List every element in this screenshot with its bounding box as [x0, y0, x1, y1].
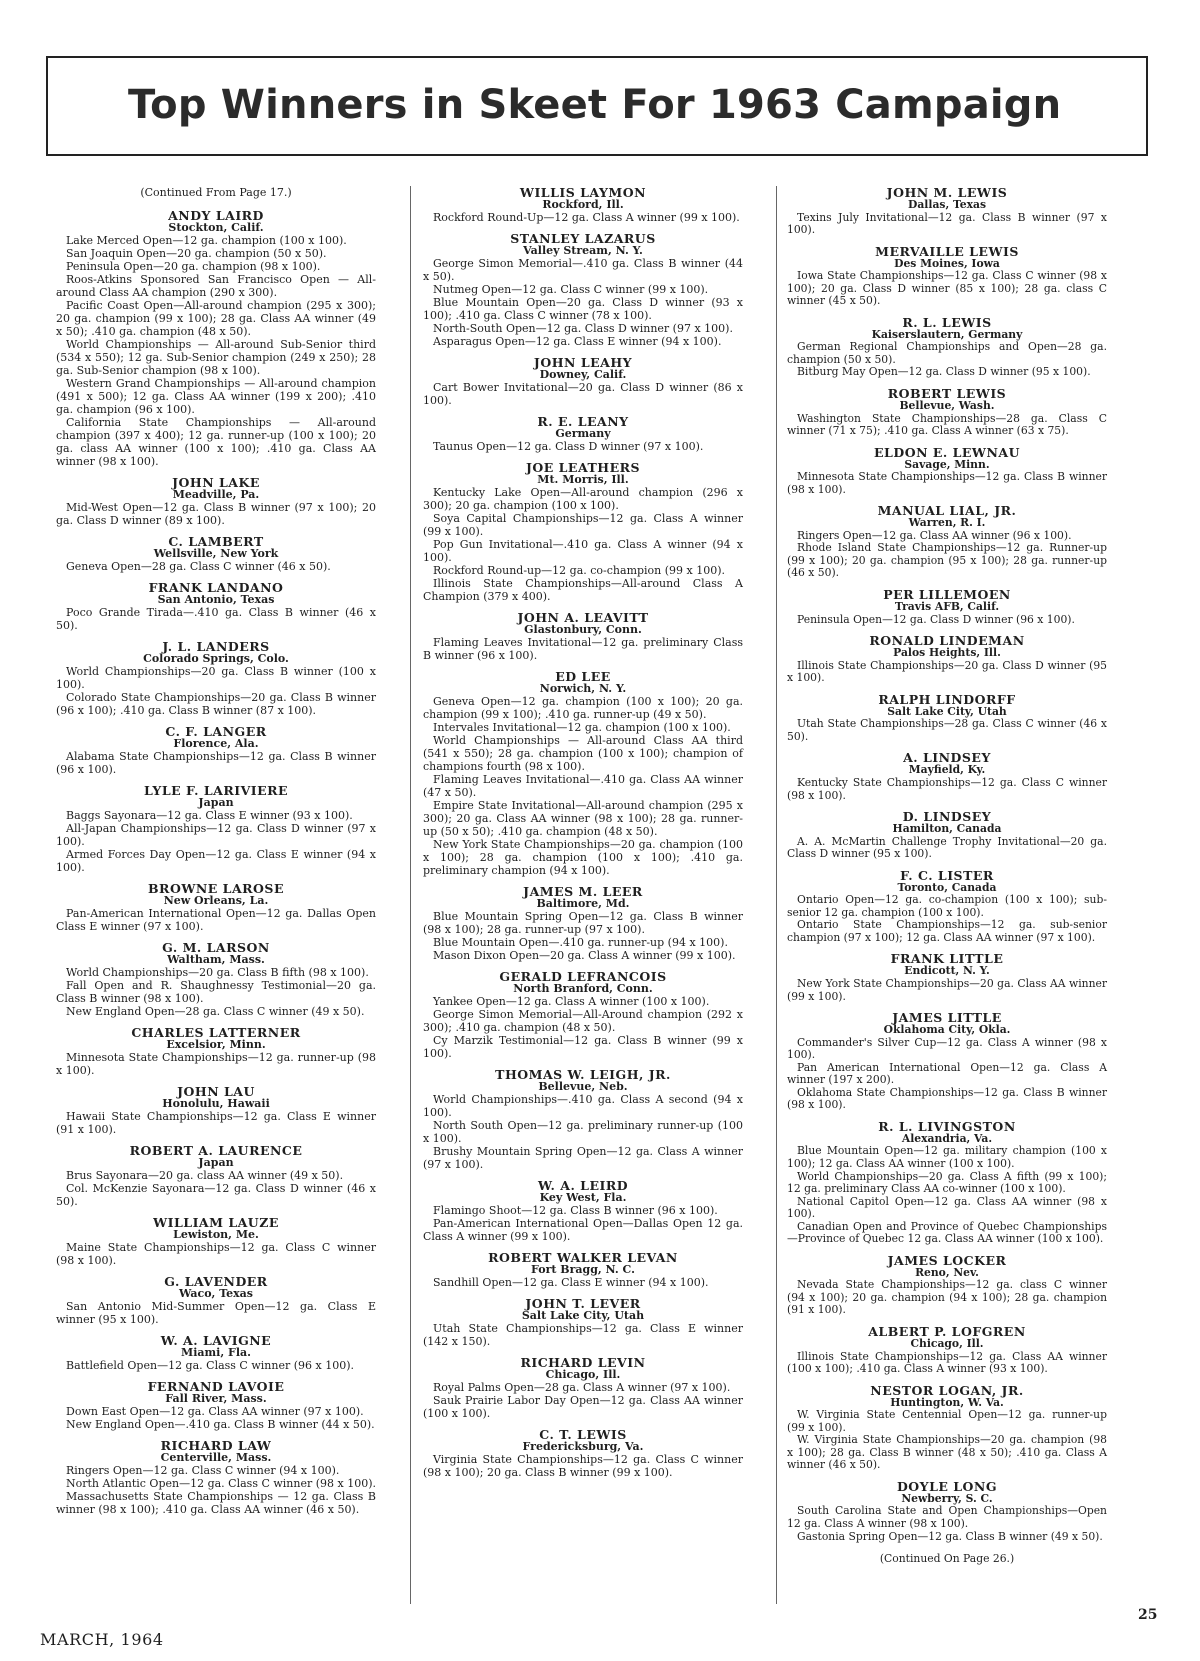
winner-entry [56, 882, 376, 933]
shooter-hometown: Huntington, W. Va. [890, 1395, 1004, 1409]
result-line: Blue Mountain Open—.410 ga. runner-up (94 x 100). [433, 936, 728, 949]
result-line: World Championships—20 ga. Class A fifth (99 x 100); 12 ga. preliminary Class AA co-winner (100 x 100). [787, 1169, 1107, 1196]
result-line: New England Open—28 ga. Class C winner (49 x 50). [66, 1005, 365, 1018]
result-line: Blue Mountain Open—12 ga. military champion (100 x 100); 12 ga. Class AA winner (100 x 100). [787, 1144, 1107, 1170]
shooter-hometown: Fort Bragg, N. C. [531, 1263, 635, 1276]
shooter-name: FERNAND LAVOIE [147, 1379, 285, 1394]
result-line: Maine State Championships—12 ga. Class C winner (98 x 100). [56, 1241, 376, 1267]
shooter-hometown: Hamilton, Canada [892, 822, 1002, 836]
result-line: Peninsula Open—20 ga. champion (98 x 100). [66, 260, 321, 273]
result-line: Brus Sayonara—20 ga. class AA winner (49 x 50). [66, 1169, 344, 1182]
winner-entry [787, 316, 1107, 379]
result-line: Battlefield Open—12 ga. Class C winner (96 x 100). [66, 1359, 354, 1372]
shooter-hometown: Miami, Fla. [181, 1346, 251, 1359]
result-line: Cart Bower Invitational—20 ga. Class D winner (86 x 100). [423, 381, 743, 407]
shooter-name: WILLIS LAYMON [519, 185, 647, 200]
shooter-name: R. E. LEANY [537, 414, 629, 429]
shooter-hometown: Palos Heights, Ill. [893, 646, 1001, 660]
result-line: Geneva Open—12 ga. champion (100 x 100); 20 ga. champion (99 x 100); .410 ga. runner-up (49 x 50). [423, 695, 743, 721]
result-line: Ringers Open—12 ga. Class C winner (94 x 100). [66, 1464, 340, 1477]
shooter-hometown: Fredericksburg, Va. [522, 1440, 644, 1453]
shooter-name: NESTOR LOGAN, JR. [870, 1382, 1024, 1398]
result-line: Pop Gun Invitational—.410 ga. Class A winner (94 x 100). [423, 538, 743, 564]
winner-entry [787, 504, 1107, 580]
shooter-name: MANUAL LIAL, JR. [877, 503, 1017, 519]
shooter-name: CHARLES LATTERNER [131, 1025, 301, 1040]
shooter-hometown: Des Moines, Iowa [894, 256, 1000, 270]
result-line: Kentucky State Championships—12 ga. Class C winner (98 x 100). [787, 775, 1107, 802]
shooter-hometown: San Antonio, Texas [157, 593, 275, 606]
result-line: Cy Marzik Testimonial—12 ga. Class B winner (99 x 100). [423, 1034, 743, 1060]
shooter-hometown: Lewiston, Me. [173, 1228, 259, 1241]
winner-entry [423, 415, 743, 453]
winner-entry [787, 1254, 1107, 1317]
column-2 [423, 186, 743, 1487]
result-line: Mason Dixon Open—20 ga. Class A winner (99 x 100). [433, 949, 736, 962]
shooter-hometown: Key West, Fla. [539, 1191, 627, 1204]
result-line: Rockford Round-up—12 ga. co-champion (99 x 100). [433, 564, 726, 577]
shooter-name: BROWNE LAROSE [147, 881, 284, 896]
shooter-name: ELDON E. LEWNAU [874, 444, 1020, 460]
shooter-hometown: Warren, R. I. [908, 516, 986, 530]
winner-entry [787, 869, 1107, 945]
page-number: 25 [1138, 1607, 1158, 1623]
shooter-hometown: Wellsville, New York [153, 547, 279, 560]
shooter-hometown: Toronto, Canada [897, 880, 997, 894]
result-line: Texins July Invitational—12 ga. Class B winner (97 x 100). [787, 210, 1107, 237]
winner-entry [423, 1251, 743, 1289]
result-line: Geneva Open—28 ga. Class C winner (46 x 50). [66, 560, 331, 573]
shooter-hometown: Japan [198, 1156, 234, 1169]
result-line: George Simon Memorial—All-Around champion (292 x 300); .410 ga. champion (48 x 50). [423, 1008, 743, 1034]
result-line: California State Championships — All-around champion (397 x 400); 12 ga. runner-up (100 x 100); 20 ga. class AA winner (100 x 100); .410 ga. Class AA winner (98 x 100). [56, 416, 376, 468]
result-line: Pan American International Open—12 ga. Class A winner (197 x 200). [787, 1060, 1107, 1087]
shooter-name: R. L. LEWIS [902, 314, 992, 330]
shooter-hometown: Excelsior, Minn. [166, 1038, 266, 1051]
result-line: San Joaquin Open—20 ga. champion (50 x 50). [66, 247, 327, 260]
result-line: Washington State Championships—28 ga. Class C winner (71 x 75); .410 ga. Class A winner (63 x 75). [787, 411, 1107, 438]
result-line: George Simon Memorial—.410 ga. Class B winner (44 x 50). [423, 257, 743, 283]
shooter-name: JOHN M. LEWIS [886, 185, 1008, 200]
result-line: Kentucky Lake Open—All-around champion (296 x 300); 20 ga. champion (100 x 100). [423, 486, 743, 512]
shooter-name: A. LINDSEY [903, 750, 991, 766]
shooter-hometown: Stockton, Calif. [168, 221, 264, 234]
result-line: Mid-West Open—12 ga. Class B winner (97 x 100); 20 ga. Class D winner (89 x 100). [56, 501, 376, 527]
winner-entry [56, 476, 376, 527]
result-line: Flaming Leaves Invitational—12 ga. preliminary Class B winner (96 x 100). [423, 636, 743, 662]
shooter-hometown: Waltham, Mass. [167, 953, 265, 966]
winner-entry [423, 1428, 743, 1479]
shooter-hometown: Chicago, Ill. [545, 1368, 621, 1381]
result-line: Utah State Championships—28 ga. Class C winner (46 x 50). [787, 717, 1107, 743]
shooter-name: JAMES M. LEER [523, 884, 643, 899]
result-line: Hawaii State Championships—12 ga. Class E winner (91 x 100). [56, 1110, 376, 1136]
winner-entry [787, 245, 1107, 308]
shooter-name: C. F. LANGER [165, 724, 267, 739]
result-line: Soya Capital Championships—12 ga. Class A winner (99 x 100). [423, 512, 743, 538]
column-divider [776, 186, 777, 1604]
shooter-hometown: Honolulu, Hawaii [162, 1097, 270, 1110]
result-line: New England Open—.410 ga. Class B winner (44 x 50). [66, 1418, 375, 1431]
result-line: Rockford Round-Up—12 ga. Class A winner (99 x 100). [433, 211, 740, 224]
shooter-name: RONALD LINDEMAN [869, 633, 1025, 649]
shooter-name: RICHARD LEVIN [520, 1355, 646, 1370]
shooter-name: JOHN A. LEAVITT [517, 610, 649, 625]
result-line: Yankee Open—12 ga. Class A winner (100 x 100). [433, 995, 710, 1008]
shooter-hometown: Mt. Morris, Ill. [537, 473, 629, 486]
result-line: Western Grand Championships — All-around champion (491 x 500); 12 ga. Class AA winner (199 x 200); .410 ga. champion (96 x 100). [56, 377, 376, 416]
shooter-hometown: Salt Lake City, Utah [887, 704, 1007, 718]
shooter-hometown: Glastonbury, Conn. [524, 623, 642, 636]
winner-entry [787, 588, 1107, 626]
winner-entry [423, 356, 743, 407]
winner-entry [787, 1011, 1107, 1112]
shooter-hometown: Bellevue, Wash. [899, 399, 995, 413]
title-box [46, 56, 1148, 156]
shooter-name: C. T. LEWIS [539, 1427, 627, 1442]
shooter-name: ROBERT A. LAURENCE [129, 1143, 303, 1158]
result-line: Colorado State Championships—20 ga. Class B winner (96 x 100); .410 ga. Class B winner (87 x 100). [56, 691, 376, 717]
winner-entry [423, 611, 743, 662]
shooter-name: JOHN LAU [177, 1084, 255, 1099]
winner-entry [423, 1068, 743, 1171]
shooter-hometown: Downey, Calif. [539, 368, 627, 381]
shooter-hometown: Oklahoma City, Okla. [883, 1023, 1011, 1037]
winner-entry [56, 1026, 376, 1077]
shooter-name: DOYLE LONG [896, 1478, 998, 1494]
shooter-name: RICHARD LAW [160, 1438, 272, 1453]
shooter-hometown: Alexandria, Va. [901, 1131, 993, 1145]
result-line: Sauk Prairie Labor Day Open—12 ga. Class AA winner (100 x 100). [423, 1394, 743, 1420]
shooter-hometown: North Branford, Conn. [513, 982, 653, 995]
shooter-hometown: Colorado Springs, Colo. [143, 652, 289, 665]
winner-entry [56, 941, 376, 1018]
result-line: Armed Forces Day Open—12 ga. Class E winner (94 x 100). [56, 848, 376, 874]
result-line: A. A. McMartin Challenge Trophy Invitational—20 ga. Class D winner (95 x 100). [787, 834, 1107, 861]
shooter-hometown: Endicott, N. Y. [904, 964, 990, 978]
shooter-hometown: Japan [198, 796, 234, 809]
result-line: Asparagus Open—12 ga. Class E winner (94 x 100). [433, 335, 722, 348]
shooter-hometown: Waco, Texas [178, 1287, 254, 1300]
result-line: Nevada State Championships—12 ga. class C winner (94 x 100); 20 ga. champion (94 x 100); 28 ga. champion (91 x 100). [787, 1278, 1107, 1317]
shooter-hometown: Baltimore, Md. [536, 897, 630, 910]
shooter-hometown: Reno, Nev. [915, 1265, 979, 1279]
column-1 [56, 186, 376, 1524]
result-line: Pan-American International Open—Dallas Open 12 ga. Class A winner (99 x 100). [423, 1217, 743, 1243]
winner-entry [56, 1275, 376, 1326]
winner-entry [423, 670, 743, 877]
result-line: World Championships—20 ga. Class B fifth (98 x 100). [66, 966, 369, 979]
result-line: Lake Merced Open—12 ga. champion (100 x 100). [66, 234, 347, 247]
winner-entry [787, 810, 1107, 861]
result-line: Ontario Open—12 ga. co-champion (100 x 100); sub-senior 12 ga. champion (100 x 100). [787, 893, 1107, 919]
result-line: Canadian Open and Province of Quebec Championships—Province of Quebec 12 ga. Class AA winner (100 x 100). [787, 1219, 1107, 1246]
shooter-hometown: Bellevue, Neb. [538, 1080, 628, 1093]
winner-entry [423, 1356, 743, 1420]
result-line: All-Japan Championships—12 ga. Class D winner (97 x 100). [56, 822, 376, 848]
shooter-hometown: Salt Lake City, Utah [521, 1309, 645, 1322]
shooter-hometown: Valley Stream, N. Y. [523, 244, 643, 257]
winner-entry [56, 1380, 376, 1431]
result-line: Commander's Silver Cup—12 ga. Class A winner (98 x 100). [787, 1035, 1107, 1062]
continued-on-note: (Continued On Page 26.) [879, 1552, 1015, 1566]
shooter-name: J. L. LANDERS [162, 639, 270, 654]
result-line: Gastonia Spring Open—12 ga. Class B winner (49 x 50). [797, 1529, 1103, 1543]
shooter-hometown: Centerville, Mass. [160, 1451, 272, 1464]
result-line: German Regional Championships and Open—28 ga. champion (50 x 50). [787, 340, 1107, 366]
winner-entry [787, 1120, 1107, 1246]
result-line: Intervales Invitational—12 ga. champion (100 x 100). [433, 721, 731, 734]
shooter-name: ED LEE [555, 669, 611, 684]
result-line: World Championships—.410 ga. Class A second (94 x 100). [423, 1093, 743, 1119]
winner-entry [56, 581, 376, 632]
result-line: Minnesota State Championships—12 ga. runner-up (98 x 100). [56, 1051, 376, 1077]
shooter-name: WILLIAM LAUZE [153, 1215, 279, 1230]
winner-entry [56, 1085, 376, 1136]
result-line: Flaming Leaves Invitational—.410 ga. Class AA winner (47 x 50). [423, 773, 743, 799]
winner-entry [56, 1334, 376, 1372]
footer-issue-date: MARCH, 1964 [40, 1630, 164, 1649]
shooter-hometown: Fall River, Mass. [165, 1392, 267, 1405]
shooter-name: JOE LEATHERS [525, 460, 641, 475]
shooter-name: ROBERT LEWIS [887, 386, 1007, 402]
result-line: New York State Championships—20 ga. champion (100 x 100); 28 ga. champion (100 x 100); .410 ga. preliminary champion (94 x 100). [423, 838, 743, 877]
result-line: Down East Open—12 ga. Class AA winner (97 x 100). [66, 1405, 364, 1418]
shooter-hometown: Travis AFB, Calif. [894, 600, 1000, 614]
result-line: North Atlantic Open—12 ga. Class C winner (98 x 100). [66, 1477, 377, 1490]
winner-entry [423, 885, 743, 962]
result-line: Baggs Sayonara—12 ga. Class E winner (93 x 100). [66, 809, 353, 822]
shooter-hometown: Kaiserslautern, Germany [871, 327, 1023, 341]
shooter-name: G. LAVENDER [164, 1274, 268, 1289]
shooter-hometown: Florence, Ala. [173, 737, 259, 750]
winner-entry [423, 186, 743, 224]
result-line: North South Open—12 ga. preliminary runner-up (100 x 100). [423, 1119, 743, 1145]
column-divider [410, 186, 411, 1604]
winner-entry [56, 535, 376, 573]
result-line: Fall Open and R. Shaughnessy Testimonial—20 ga. Class B winner (98 x 100). [56, 979, 376, 1005]
winner-entry [56, 640, 376, 717]
result-line: North-South Open—12 ga. Class D winner (97 x 100). [433, 322, 733, 335]
winner-entry [423, 1297, 743, 1348]
result-line: Ontario State Championships—12 ga. sub-senior champion (97 x 100); 12 ga. Class AA winner (97 x 100). [787, 918, 1107, 944]
result-line: Brushy Mountain Spring Open—12 ga. Class A winner (97 x 100). [423, 1145, 743, 1171]
shooter-name: STANLEY LAZARUS [510, 231, 656, 246]
result-line: Pacific Coast Open—All-around champion (295 x 300); 20 ga. champion (99 x 100); 28 ga. Class AA winner (49 x 50); .410 ga. champion (48 x 50). [56, 299, 376, 338]
shooter-name: JOHN LAKE [172, 475, 260, 490]
result-line: Oklahoma State Championships—12 ga. Class B winner (98 x 100). [787, 1085, 1107, 1112]
shooter-hometown: Mayfield, Ky. [908, 763, 986, 777]
result-line: Pan-American International Open—12 ga. Dallas Open Class E winner (97 x 100). [56, 907, 376, 933]
result-line: New York State Championships—20 ga. Class AA winner (99 x 100). [787, 976, 1107, 1003]
winner-entry [787, 186, 1107, 237]
winner-entry [423, 1179, 743, 1243]
shooter-hometown: Savage, Minn. [904, 457, 990, 471]
result-line: Illinois State Championships—All-around Class A Champion (379 x 400). [423, 577, 743, 603]
result-line: Blue Mountain Open—20 ga. Class D winner (93 x 100); .410 ga. Class C winner (78 x 100). [423, 296, 743, 322]
page-title: Top Winners in Skeet For 1963 Campaign [128, 82, 1062, 128]
result-line: San Antonio Mid-Summer Open—12 ga. Class E winner (95 x 100). [56, 1300, 376, 1326]
winner-entry [787, 446, 1107, 497]
winner-entry [56, 209, 376, 468]
shooter-name: LYLE F. LARIVIERE [143, 783, 289, 798]
shooter-name: W. A. LEIRD [537, 1178, 629, 1193]
shooter-hometown: Newberry, S. C. [901, 1491, 993, 1505]
shooter-name: RALPH LINDORFF [878, 691, 1016, 707]
shooter-name: JOHN LEAHY [533, 355, 633, 370]
result-line: World Championships—20 ga. Class B winner (100 x 100). [56, 665, 376, 691]
result-line: Col. McKenzie Sayonara—12 ga. Class D winner (46 x 50). [56, 1182, 376, 1208]
winner-entry [56, 784, 376, 874]
shooter-name: ALBERT P. LOFGREN [868, 1324, 1026, 1339]
winner-entry [787, 1480, 1107, 1543]
result-line: World Championships — All-around Class AA third (541 x 550); 28 ga. champion (100 x 100); champion of champions fourth (98 x 100). [423, 734, 743, 773]
result-line: Minnesota State Championships—12 ga. Class B winner (98 x 100). [787, 470, 1107, 496]
winner-entry [56, 1144, 376, 1208]
winner-entry [423, 461, 743, 603]
winner-entry [56, 1439, 376, 1516]
winner-entry [56, 725, 376, 776]
result-line: Sandhill Open—12 ga. Class E winner (94 x 100). [433, 1276, 709, 1289]
shooter-hometown: Meadville, Pa. [172, 488, 260, 501]
shooter-name: R. L. LIVINGSTON [878, 1118, 1016, 1134]
winner-entry [423, 970, 743, 1060]
column-3 [787, 186, 1107, 1566]
shooter-name: C. LAMBERT [168, 534, 264, 549]
shooter-hometown: Germany [555, 427, 611, 440]
result-line: Iowa State Championships—12 ga. Class C winner (98 x 100); 20 ga. Class D winner (85 x 100); 28 ga. class C winner (45 x 50). [787, 269, 1107, 308]
shooter-name: JAMES LOCKER [887, 1252, 1007, 1268]
winner-entry [787, 1384, 1107, 1472]
result-line: Peninsula Open—12 ga. Class D winner (96 x 100). [797, 612, 1075, 626]
shooter-name: D. LINDSEY [902, 809, 992, 825]
result-line: South Carolina State and Open Championships—Open 12 ga. Class A winner (98 x 100). [787, 1504, 1107, 1531]
result-line: Alabama State Championships—12 ga. Class B winner (96 x 100). [56, 750, 376, 776]
result-line: Utah State Championships—12 ga. Class E winner (142 x 150). [423, 1322, 743, 1348]
result-line: W. Virginia State Centennial Open—12 ga. runner-up (99 x 100). [787, 1408, 1107, 1434]
shooter-name: GERALD LEFRANCOIS [499, 969, 667, 984]
shooter-name: W. A. LAVIGNE [160, 1333, 272, 1348]
winner-entry [423, 232, 743, 348]
shooter-hometown: Norwich, N. Y. [539, 682, 627, 695]
shooter-name: JOHN T. LEVER [525, 1296, 641, 1311]
winner-entry [787, 751, 1107, 802]
shooter-name: ROBERT WALKER LEVAN [488, 1250, 678, 1265]
shooter-name: ANDY LAIRD [168, 208, 264, 223]
winner-entry [787, 634, 1107, 685]
shooter-name: G. M. LARSON [162, 940, 270, 955]
result-line: Illinois State Championships—20 ga. Class D winner (95 x 100). [787, 658, 1107, 685]
result-line: Ringers Open—12 ga. Class AA winner (96 x 100). [797, 528, 1072, 542]
result-line: National Capitol Open—12 ga. Class AA winner (98 x 100). [787, 1194, 1107, 1221]
shooter-hometown: New Orleans, La. [163, 894, 269, 907]
result-line: Bitburg May Open—12 ga. Class D winner (95 x 100). [797, 365, 1091, 379]
shooter-name: PER LILLEMOEN [883, 587, 1011, 603]
result-line: Illinois State Championships—12 ga. Class AA winner (100 x 100); .410 ga. Class A winner (93 x 100). [787, 1349, 1107, 1376]
result-line: Massachusetts State Championships — 12 ga. Class B winner (98 x 100); .410 ga. Class AA winner (46 x 50). [56, 1490, 376, 1516]
winner-entry [787, 693, 1107, 744]
result-line: Roos-Atkins Sponsored San Francisco Open — All-around Class AA champion (290 x 300). [56, 273, 376, 299]
result-line: Virginia State Championships—12 ga. Class C winner (98 x 100); 20 ga. Class B winner (99 x 100). [423, 1453, 743, 1479]
result-line: Rhode Island State Championships—12 ga. Runner-up (99 x 100); 20 ga. champion (95 x 100); 28 ga. runner-up (46 x 50). [787, 541, 1107, 580]
result-line: Taunus Open—12 ga. Class D winner (97 x 100). [433, 440, 704, 453]
shooter-name: FRANK LANDANO [148, 580, 284, 595]
shooter-name: FRANK LITTLE [890, 951, 1004, 967]
result-line: W. Virginia State Championships—20 ga. champion (98 x 100); 28 ga. Class B winner (48 x 50); .410 ga. Class A winner (46 x 50). [787, 1433, 1107, 1472]
winner-entry [787, 387, 1107, 438]
winner-entry [787, 952, 1107, 1003]
result-line: Poco Grande Tirada—.410 ga. Class B winner (46 x 50). [56, 606, 376, 632]
winner-entry [787, 1325, 1107, 1376]
shooter-name: MERVAILLE LEWIS [875, 243, 1019, 259]
shooter-hometown: Dallas, Texas [908, 198, 986, 211]
result-line: Empire State Invitational—All-around champion (295 x 300); 20 ga. Class AA winner (98 x 100); 28 ga. runner-up (50 x 50); .410 ga. champion (48 x 50). [423, 799, 743, 838]
shooter-hometown: Rockford, Ill. [542, 198, 624, 211]
result-line: Nutmeg Open—12 ga. Class C winner (99 x 100). [433, 283, 709, 296]
winner-entry [56, 1216, 376, 1267]
result-line: Blue Mountain Spring Open—12 ga. Class B winner (98 x 100); 28 ga. runner-up (97 x 100). [423, 910, 743, 936]
shooter-name: THOMAS W. LEIGH, JR. [495, 1067, 671, 1082]
shooter-name: JAMES LITTLE [892, 1010, 1002, 1026]
shooter-hometown: Chicago, Ill. [910, 1337, 984, 1350]
result-line: World Championships — All-around Sub-Senior third (534 x 550); 12 ga. Sub-Senior champion (249 x 250); 28 ga. Sub-Senior champion (98 x 100). [56, 338, 376, 377]
continued-from-note: (Continued From Page 17.) [140, 186, 292, 199]
result-line: Royal Palms Open—28 ga. Class A winner (97 x 100). [433, 1381, 731, 1394]
result-line: Flamingo Shoot—12 ga. Class B winner (96 x 100). [433, 1204, 718, 1217]
shooter-name: F. C. LISTER [900, 867, 994, 883]
